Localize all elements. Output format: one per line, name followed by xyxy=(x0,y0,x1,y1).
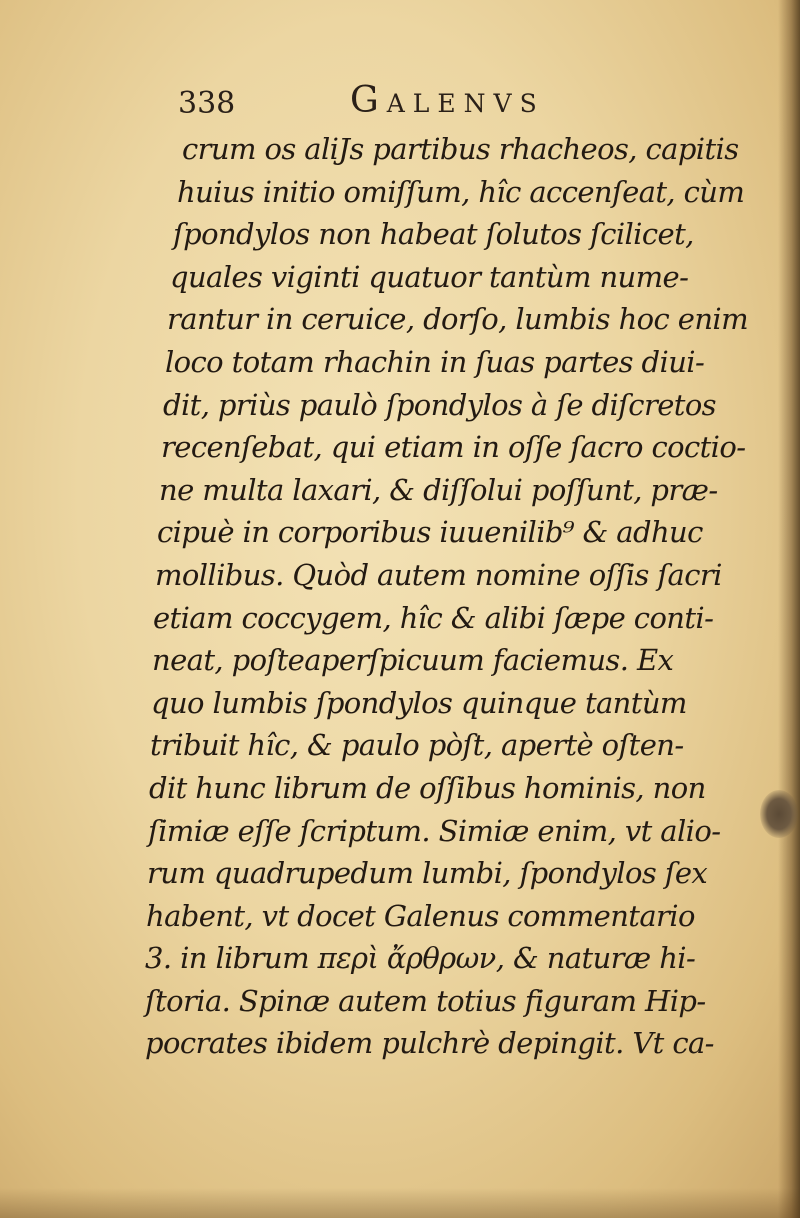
text-line: ſimiæ eſſe ſcriptum. Simiæ enim, vt alio- xyxy=(148,813,721,848)
text-line: cipuè in corporibus iuuenilib⁹ & adhuc xyxy=(157,515,703,550)
text-line: rantur in ceruice, dorſo, lumbis hoc enim xyxy=(167,302,748,337)
running-head: Galenvs xyxy=(350,80,545,121)
text-line: pocrates ibidem pulchrè depingit. Vt ca- xyxy=(145,1026,714,1061)
page-bottom-shadow xyxy=(0,1188,800,1218)
text-line: quo lumbis ſpondylos quinque tantùm xyxy=(151,685,687,720)
text-line: ſtoria. Spinæ autem totius figuram Hip- xyxy=(145,983,706,1018)
text-line: rum quadrupedum lumbi, ſpondylos ſex xyxy=(147,856,708,891)
body-text xyxy=(145,128,775,1065)
text-line: recenſebat, qui etiam in oſſe ſacro coctio- xyxy=(161,430,746,465)
text-line: crum os aliJs partibus rhacheos, capitis xyxy=(182,132,739,166)
page-header xyxy=(178,78,778,124)
text-line: etiam coccygem, hîc & alibi ſæpe conti- xyxy=(153,600,714,635)
page-number: 338 xyxy=(178,86,236,121)
text-line: dit hunc librum de oſſibus hominis, non xyxy=(149,770,706,805)
text-line: loco totam rhachin in ſuas partes diui- xyxy=(165,344,705,379)
text-line: habent, vt docet Galenus commentario xyxy=(146,898,695,933)
text-line: huius initio omiſſum, hîc accenſeat, cùm xyxy=(177,174,745,209)
page-edge-shadow xyxy=(778,0,800,1218)
text-line: quales viginti quatuor tantùm nume- xyxy=(170,259,689,294)
text-line: mollibus. Quòd autem nomine oſſis ſacri xyxy=(155,557,722,592)
text-line: ne multa laxari, & diſſolui poſſunt, præ- xyxy=(159,472,718,507)
text-line: ſpondylos non habeat ſolutos ſcilicet, xyxy=(173,217,694,252)
text-line: 3. in librum περὶ ἄρθρων, & naturæ hi- xyxy=(145,941,696,976)
text-line: tribuit hîc, & paulo pòſt, apertè oſten- xyxy=(150,728,684,763)
text-line: neat, poſteaperſpicuum faciemus. Ex xyxy=(152,643,674,678)
text-line: dit, priùs paulò ſpondylos à ſe diſcretos xyxy=(163,387,716,422)
